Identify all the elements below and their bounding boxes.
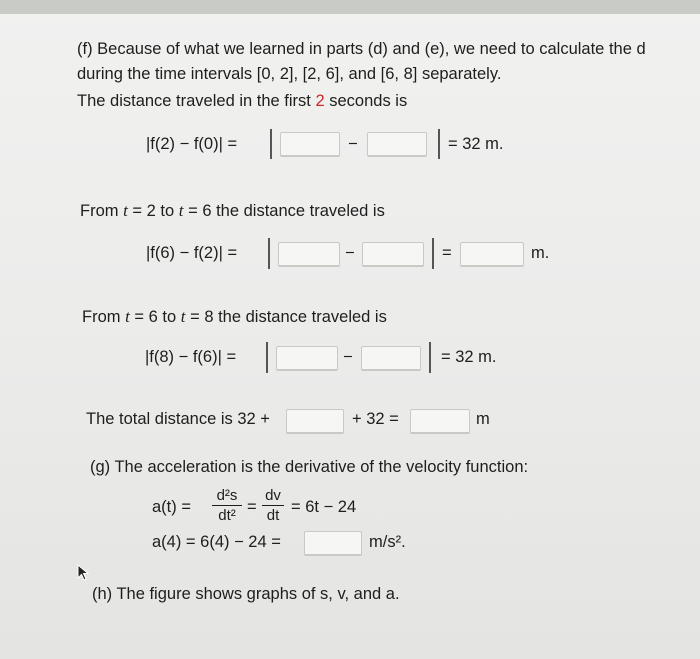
- fraction-line: [212, 505, 242, 506]
- g-equals: =: [247, 498, 257, 516]
- eq2-minus: −: [345, 244, 355, 262]
- eq1-abs-bar-left: [270, 129, 272, 159]
- part-f-line1: (f) Because of what we learned in parts (d) and (e), we need to calculate the d: [77, 40, 646, 58]
- eq-6-distance: = 6 the distance traveled is: [188, 202, 385, 220]
- part-f-line2: [77, 64, 501, 84]
- eq2-abs-bar-right: [432, 238, 434, 269]
- a-of-4: a(4) = 6(4) − 24 =: [152, 533, 281, 551]
- eq1-minus: −: [348, 135, 358, 153]
- fraction-denominator: dt²: [218, 507, 236, 524]
- eq3-left: |f(8) − f(6)| =: [145, 348, 237, 366]
- intervals-text: during the time intervals: [77, 65, 253, 83]
- eq3-result: = 32 m.: [441, 348, 497, 366]
- part-h-title: (h) The figure shows graphs of s, v, and a.: [92, 585, 400, 603]
- eq3-input-2[interactable]: [361, 346, 421, 371]
- separately-text: separately.: [421, 65, 502, 83]
- and-text: and: [348, 65, 377, 83]
- t-var: t: [125, 307, 130, 326]
- eq1-result: = 32 m.: [448, 135, 504, 153]
- g-rhs: = 6t − 24: [291, 498, 357, 516]
- mouse-cursor-icon: [77, 564, 91, 582]
- eq3-abs-bar-left: [266, 342, 268, 373]
- eq3-input-1[interactable]: [276, 346, 338, 371]
- eq1-abs-bar-right: [438, 129, 440, 159]
- interval-2: [2, 6],: [302, 65, 344, 83]
- eq-2-to: = 2 to: [132, 202, 175, 220]
- total-plus-32: + 32 =: [352, 410, 399, 428]
- fraction-line: [262, 505, 284, 506]
- a-of-t: a(t) =: [152, 498, 191, 516]
- a4-input[interactable]: [304, 531, 362, 556]
- fraction-denominator: dt: [266, 507, 280, 524]
- total-input-middle[interactable]: [286, 409, 344, 434]
- t-var: t: [123, 201, 128, 220]
- d2s-dt2-fraction: [212, 487, 242, 524]
- eq2-input-result[interactable]: [460, 242, 524, 267]
- dv-dt-fraction: [262, 487, 284, 524]
- accel-unit: m/s².: [369, 533, 406, 551]
- eq2-equals: =: [442, 244, 452, 262]
- part-f-line3: [77, 91, 407, 111]
- from-6-8-line: [82, 307, 387, 327]
- t-var: t: [178, 201, 184, 220]
- eq-8-distance: = 8 the distance traveled is: [190, 308, 387, 326]
- seconds-is-text: seconds is: [329, 92, 408, 110]
- eq1-input-2[interactable]: [367, 132, 427, 157]
- total-distance-text: The total distance is 32 +: [86, 410, 270, 428]
- eq2-abs-bar-left: [268, 238, 270, 269]
- eq1-left: |f(2) − f(0)| =: [146, 135, 238, 153]
- interval-3: [6, 8]: [380, 65, 418, 83]
- first-seconds-text: The distance traveled in the first: [77, 92, 311, 110]
- part-g-title: (g) The acceleration is the derivative of the velocity function:: [90, 458, 529, 476]
- fraction-numerator: d²s: [216, 487, 238, 504]
- total-input-result[interactable]: [410, 409, 470, 434]
- from-text: From: [80, 202, 119, 220]
- from-2-6-line: [80, 201, 385, 221]
- eq1-input-1[interactable]: [280, 132, 340, 157]
- from-text: From: [82, 308, 121, 326]
- eq2-unit: m.: [531, 244, 550, 262]
- eq-6-to: = 6 to: [134, 308, 177, 326]
- interval-1: [0, 2],: [256, 65, 299, 83]
- total-unit: m: [476, 410, 490, 428]
- fraction-numerator: dv: [265, 487, 281, 504]
- eq2-input-1[interactable]: [278, 242, 340, 267]
- eq2-left: |f(6) − f(2)| =: [146, 244, 238, 262]
- eq3-minus: −: [343, 348, 353, 366]
- seconds-value: 2: [315, 92, 325, 110]
- top-edge: [0, 0, 700, 14]
- eq3-abs-bar-right: [429, 342, 431, 373]
- t-var: t: [180, 307, 186, 326]
- eq2-input-2[interactable]: [362, 242, 424, 267]
